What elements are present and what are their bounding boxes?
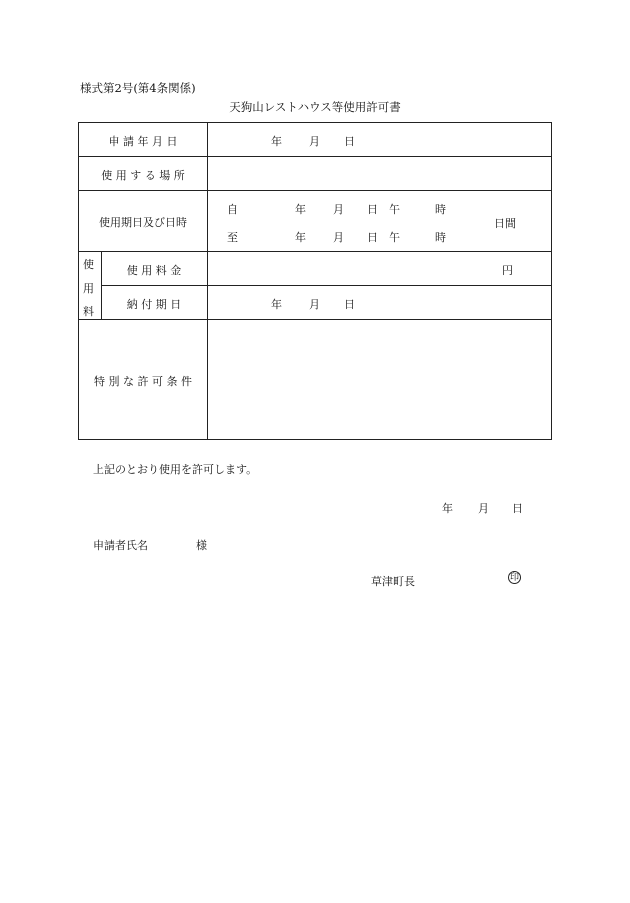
row-divider	[79, 251, 551, 252]
period-from-noon: 午	[389, 203, 400, 216]
seal-icon: 印	[509, 573, 519, 583]
application-day: 日	[344, 135, 355, 148]
period-from-year: 年	[295, 203, 306, 216]
row-divider	[101, 285, 551, 286]
period-to-month: 月	[333, 231, 344, 244]
period-days: 日間	[494, 217, 516, 230]
application-year: 年	[271, 135, 282, 148]
payment-month: 月	[309, 298, 320, 311]
permit-notice: 上記のとおり使用を許可します。	[93, 463, 258, 476]
row-divider	[79, 190, 551, 191]
permit-form-table	[78, 122, 552, 440]
period-to: 至	[227, 231, 238, 244]
application-month: 月	[309, 135, 320, 148]
period-to-noon: 午	[389, 231, 400, 244]
payment-year: 年	[271, 298, 282, 311]
period-from: 自	[227, 203, 238, 216]
application-date-label: 申 請 年 月 日	[108, 135, 178, 148]
footer-month: 月	[478, 502, 489, 515]
document-title: 天狗山レストハウス等使用許可書	[229, 100, 401, 114]
payment-day: 日	[344, 298, 355, 311]
period-from-day: 日	[367, 203, 378, 216]
issuer-title: 草津町長	[371, 575, 415, 588]
fee-group-char: 使	[83, 258, 94, 271]
applicant-name-label: 申請者氏名	[93, 539, 148, 552]
payment-date-label: 納 付 期 日	[126, 298, 182, 311]
fee-group-char: 料	[83, 305, 94, 318]
special-conditions-label: 特 別 な 許 可 条 件	[94, 375, 192, 388]
fee-label: 使 用 料 金	[126, 264, 182, 277]
period-from-hour: 時	[435, 203, 446, 216]
period-to-hour: 時	[435, 231, 446, 244]
fee-unit: 円	[502, 264, 513, 277]
applicant-honorific: 様	[196, 539, 207, 552]
footer-day: 日	[512, 502, 523, 515]
period-label: 使用期日及び日時	[99, 216, 187, 229]
fee-group-char: 用	[83, 282, 94, 295]
location-label: 使 用 す る 場 所	[101, 169, 185, 182]
period-to-day: 日	[367, 231, 378, 244]
row-divider	[79, 319, 551, 320]
column-divider	[207, 123, 208, 439]
form-number: 様式第2号(第4条関係)	[80, 81, 196, 95]
footer-year: 年	[442, 502, 453, 515]
row-divider	[79, 156, 551, 157]
period-from-month: 月	[333, 203, 344, 216]
period-to-year: 年	[295, 231, 306, 244]
